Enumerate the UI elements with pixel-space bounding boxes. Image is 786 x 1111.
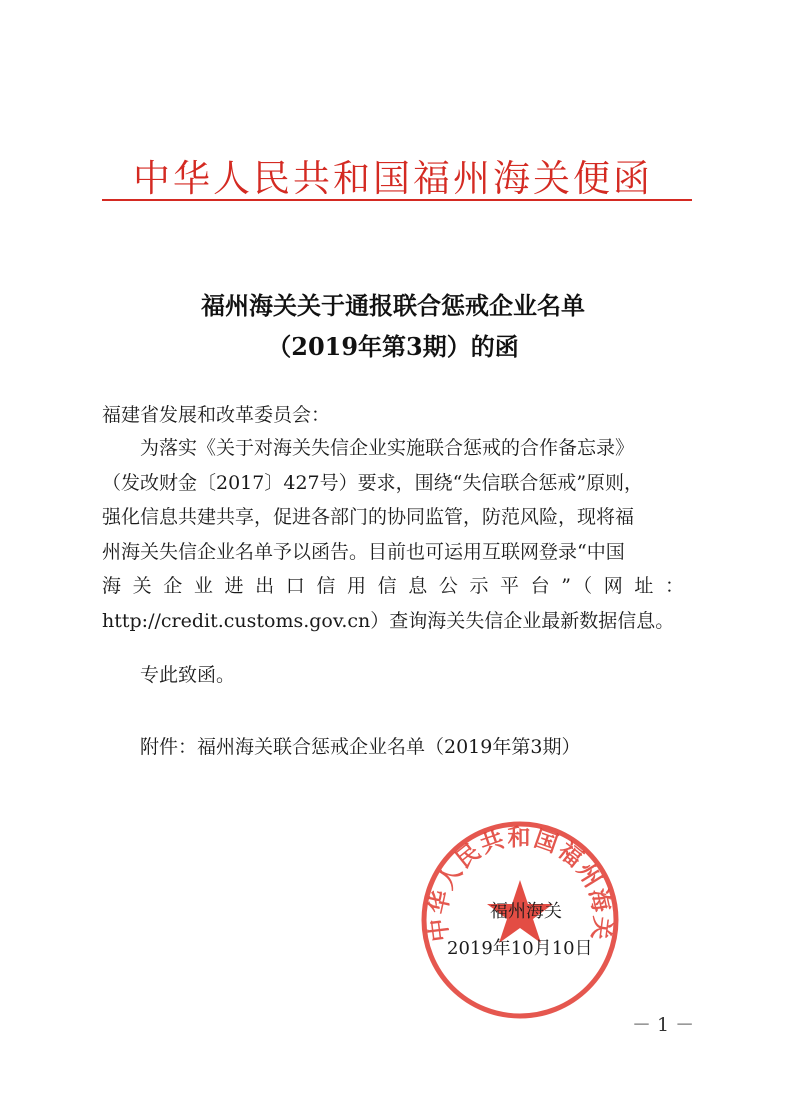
salutation: 福建省发展和改革委员会： bbox=[102, 404, 331, 426]
body-paragraph bbox=[102, 431, 684, 639]
body-line: http://credit.customs.gov.cn）查询海关失信企业最新数据信息。 bbox=[102, 609, 675, 632]
document-title-line2: （2019年第3期）的函 bbox=[267, 332, 519, 361]
body-line: （发改财金〔2017〕427号）要求，围绕“失信联合惩戒”原则， bbox=[102, 471, 644, 494]
body-line: 海关企业进出口信用信息公示平台”（网址： bbox=[102, 575, 684, 598]
letterhead-rule bbox=[102, 199, 692, 201]
seal-text: 中华人民共和国福州海关 bbox=[424, 823, 616, 944]
body-line: 强化信息共建共享，促进各部门的协同监管，防范风险，现将福 bbox=[102, 506, 635, 529]
signature-organization: 福州海关 bbox=[490, 901, 562, 922]
body-line: 为落实《关于对海关失信企业实施联合惩戒的合作备忘录》 bbox=[140, 437, 635, 459]
document-title-line1: 福州海关关于通报联合惩戒企业名单 bbox=[201, 291, 585, 320]
signature-date: 2019年10月10日 bbox=[447, 938, 593, 959]
attachment-note: 附件：福州海关联合惩戒企业名单（2019年第3期） bbox=[140, 736, 581, 758]
body-line: 州海关失信企业名单予以函告。目前也可运用互联网登录“中国 bbox=[102, 540, 625, 563]
letterhead-title: 中华人民共和国福州海关便函 bbox=[133, 157, 653, 200]
closing-remark: 专此致函。 bbox=[140, 664, 236, 686]
page-number: － 1 － bbox=[632, 1014, 695, 1036]
